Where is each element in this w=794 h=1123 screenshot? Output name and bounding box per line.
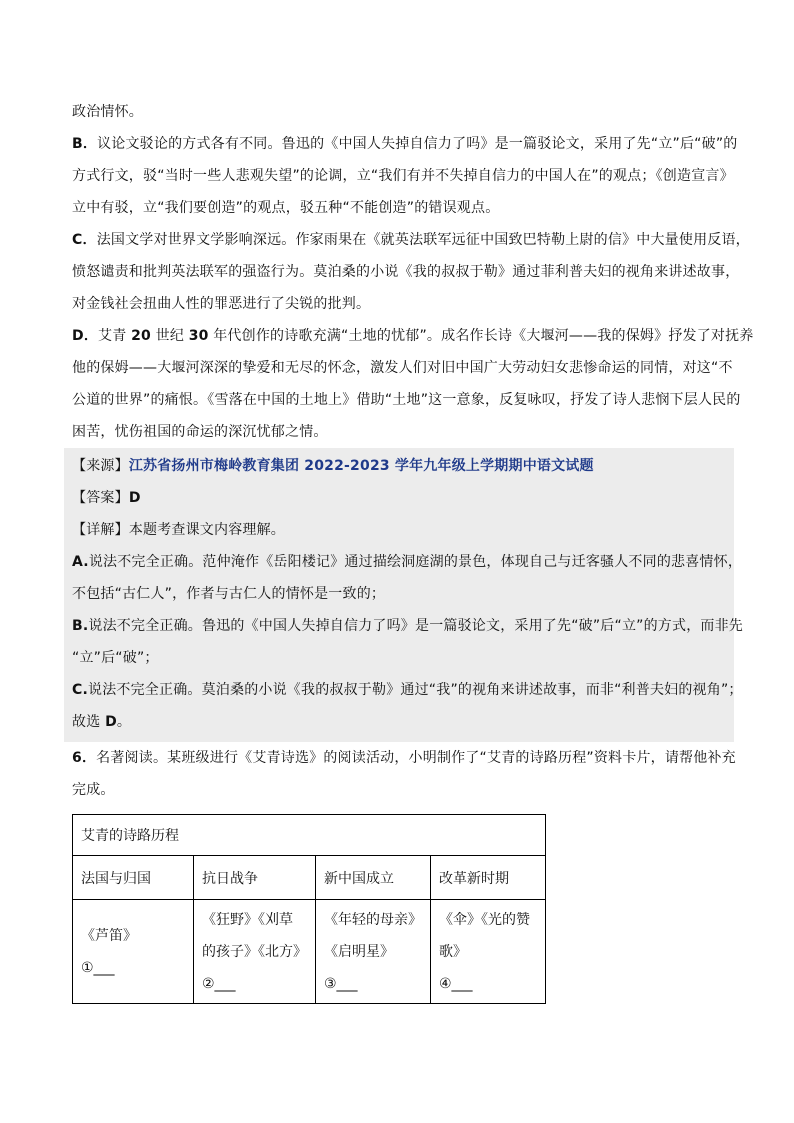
option-b-line: B．议论文驳论的方式各有不同。鲁迅的《中国人失掉自信力了吗》是一篇驳论文，采用了先“立”后“破”的 — [72, 136, 738, 152]
option-b-line: 立中有驳，立“我们要创造”的观点，驳五种“不能创造”的错误观点。 — [72, 200, 500, 216]
option-c-line: 愤怒谴责和批判英法联军的强盗行为。莫泊桑的小说《我的叔叔于勒》通过菲利普夫妇的视角来讲述故事， — [72, 264, 740, 280]
option-label: C． — [72, 232, 97, 248]
detail-a-line: 不包括“古仁人”，作者与古仁人的情怀是一致的； — [72, 586, 386, 602]
blank-4: ④___ — [439, 975, 473, 992]
content-cell: 《狂野》《刈草 的孩子》《北方》 ②___ — [194, 900, 316, 1004]
option-c-line: C．法国文学对世界文学影响深远。作家雨果在《就英法联军远征中国致巴特勒上尉的信》中大量使用反语， — [72, 232, 750, 248]
option-d-line: 困苦，忧伤祖国的命运的深沉忧郁之情。 — [72, 424, 328, 440]
answer-tag: 【答案】 — [72, 490, 129, 506]
detail-a-line: A.说法不完全正确。范仲淹作《岳阳楼记》通过描绘洞庭湖的景色，体现自己与迁客骚人不同的悲喜情怀， — [72, 554, 743, 570]
conclusion-line: 故选 D。 — [72, 714, 132, 730]
table-title: 艾青的诗路历程 — [73, 815, 546, 856]
question-6-line: 完成。 — [72, 782, 115, 798]
option-label: D． — [72, 328, 99, 344]
option-b-line: 方式行文，驳“当时一些人悲观失望”的论调，立“我们有并不失掉自信力的中国人在”的观点；《创造宣言》 — [72, 168, 734, 184]
option-d-line: 公道的世界”的痛恨。《雪落在中国的土地上》借助“土地”这一意象，反复咏叹，抒发了诗人悲悯下层人民的 — [72, 392, 741, 408]
detail-b-line: “立”后“破”； — [72, 650, 159, 666]
blank-3: ③___ — [324, 975, 358, 992]
table-content-row — [73, 900, 546, 1004]
answer-value: D — [128, 490, 141, 506]
text-line: 政治情怀。 — [72, 104, 143, 120]
detail-b-line: B.说法不完全正确。鲁迅的《中国人失掉自信力了吗》是一篇驳论文，采用了先“破”后“立”的方式，而非先 — [72, 618, 743, 634]
source-line — [72, 450, 734, 482]
option-label: B． — [72, 136, 98, 152]
header-cell: 抗日战争 — [194, 856, 316, 900]
poetry-path-table — [72, 814, 546, 1004]
detail-line: 【详解】本题考查课文内容理解。 — [72, 522, 286, 538]
source-text: 江苏省扬州市梅岭教育集团 2022-2023 学年九年级上学期期中语文试题 — [128, 458, 594, 474]
blank-2: ②___ — [202, 975, 236, 992]
header-cell: 法国与归国 — [73, 856, 194, 900]
detail-c-line: C.说法不完全正确。莫泊桑的小说《我的叔叔于勒》通过“我”的视角来讲述故事，而非“利普夫妇的视角”； — [72, 682, 743, 698]
header-cell: 改革新时期 — [431, 856, 546, 900]
analysis-block — [64, 448, 743, 742]
option-d-line: 他的保姆——大堰河深深的挚爱和无尽的怀念，激发人们对旧中国广大劳动妇女悲惨命运的同情，对这“不 — [72, 360, 733, 376]
question-number: 6． — [72, 750, 97, 766]
source-tag: 【来源】 — [72, 458, 129, 474]
table-header-row — [73, 856, 546, 900]
question-6-line: 6．名著阅读。某班级进行《艾青诗选》的阅读活动，小明制作了“艾青的诗路历程”资料卡片，请帮他补充 — [72, 750, 736, 766]
content-cell: 《伞》《光的赞 歌》 ④___ — [431, 900, 546, 1004]
content-cell: 《芦笛》 ①___ — [73, 900, 194, 1004]
table-title-row — [73, 815, 546, 856]
option-d-line: D．艾青 20 世纪 30 年代创作的诗歌充满“土地的忧郁”。成名作长诗《大堰河——我的保姆》抒发了对抚养 — [72, 328, 754, 344]
header-cell: 新中国成立 — [316, 856, 431, 900]
answer-line — [72, 482, 734, 514]
document-page — [72, 96, 754, 1004]
option-c-line: 对金钱社会扭曲人性的罪恶进行了尖锐的批判。 — [72, 296, 371, 312]
blank-1: ①___ — [81, 959, 115, 976]
detail-tag: 【详解】 — [72, 522, 129, 538]
content-cell: 《年轻的母亲》 《启明星》 ③___ — [316, 900, 431, 1004]
